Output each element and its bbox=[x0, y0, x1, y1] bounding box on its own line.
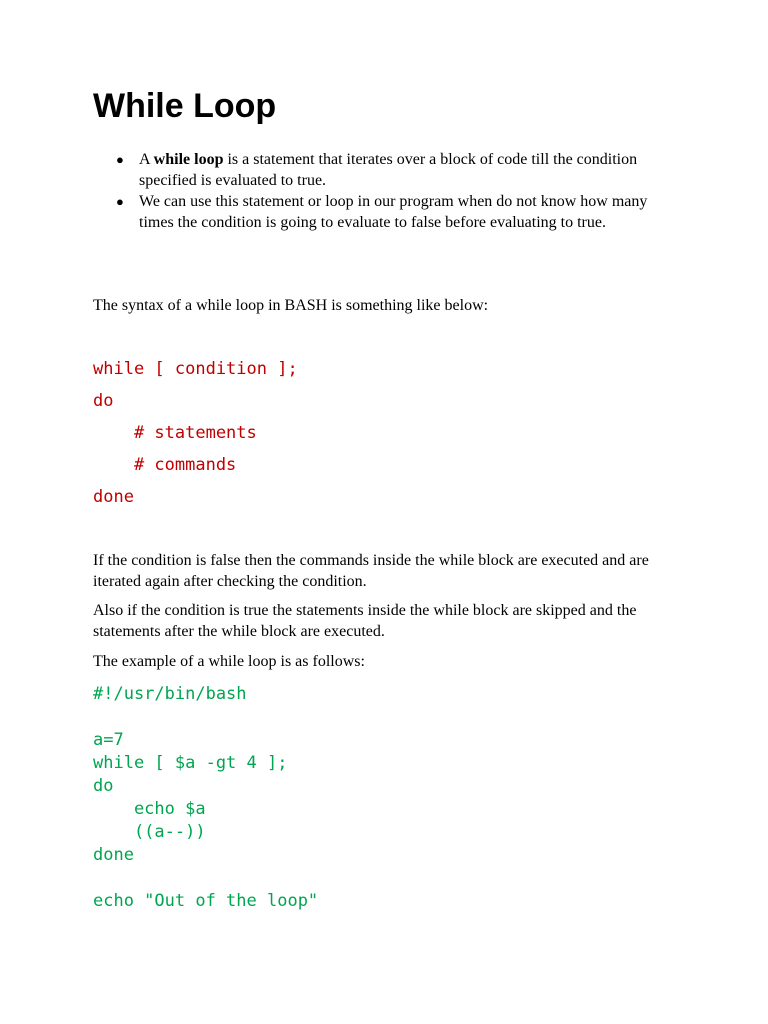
example-code-line bbox=[93, 867, 318, 890]
example-code-line: #!/usr/bin/bash bbox=[93, 684, 247, 704]
bullet-text: is a statement that iterates over a block of code till the condition specified is evaluated to true. bbox=[139, 151, 638, 189]
example-code-line: a=7 bbox=[93, 730, 124, 750]
bullet-prefix: A bbox=[139, 151, 154, 168]
bullet-dot-icon: ● bbox=[116, 194, 124, 209]
example-code-line: ((a--)) bbox=[93, 822, 206, 842]
example-code-line: done bbox=[93, 845, 134, 865]
example-code-line: echo $a bbox=[93, 799, 206, 819]
bullet-item bbox=[116, 149, 684, 191]
bullet-text: We can use this statement or loop in our program when do not know how many times the condition is going to evaluate to false before evaluating to true. bbox=[139, 193, 648, 231]
syntax-code-line: # commands bbox=[93, 455, 237, 475]
example-code-line: echo "Out of the loop" bbox=[93, 891, 319, 911]
explanation-paragraph: Also if the condition is true the statements inside the while block are skipped and the statements after the while block are executed. bbox=[93, 602, 637, 640]
page-title: While Loop bbox=[93, 87, 277, 125]
example-code-block bbox=[93, 683, 318, 913]
syntax-code-line: do bbox=[93, 391, 114, 411]
example-code-line: while [ $a -gt 4 ]; bbox=[93, 753, 288, 773]
example-intro: The example of a while loop is as follows: bbox=[93, 653, 365, 670]
bullet-item bbox=[116, 191, 684, 233]
bullet-dot-icon: ● bbox=[116, 152, 124, 167]
syntax-intro: The syntax of a while loop in BASH is something like below: bbox=[93, 297, 489, 314]
syntax-code-line: while [ condition ]; bbox=[93, 359, 298, 379]
explanation-paragraph: If the condition is false then the commands inside the while block are executed and are iterated again after checking the condition. bbox=[93, 552, 649, 590]
bullet-list bbox=[116, 149, 684, 233]
bullet-bold-term: while loop bbox=[153, 151, 224, 168]
example-code-line bbox=[93, 706, 318, 729]
syntax-code-line: # statements bbox=[93, 423, 257, 443]
example-code-line: do bbox=[93, 776, 114, 796]
syntax-code-line: done bbox=[93, 487, 134, 507]
